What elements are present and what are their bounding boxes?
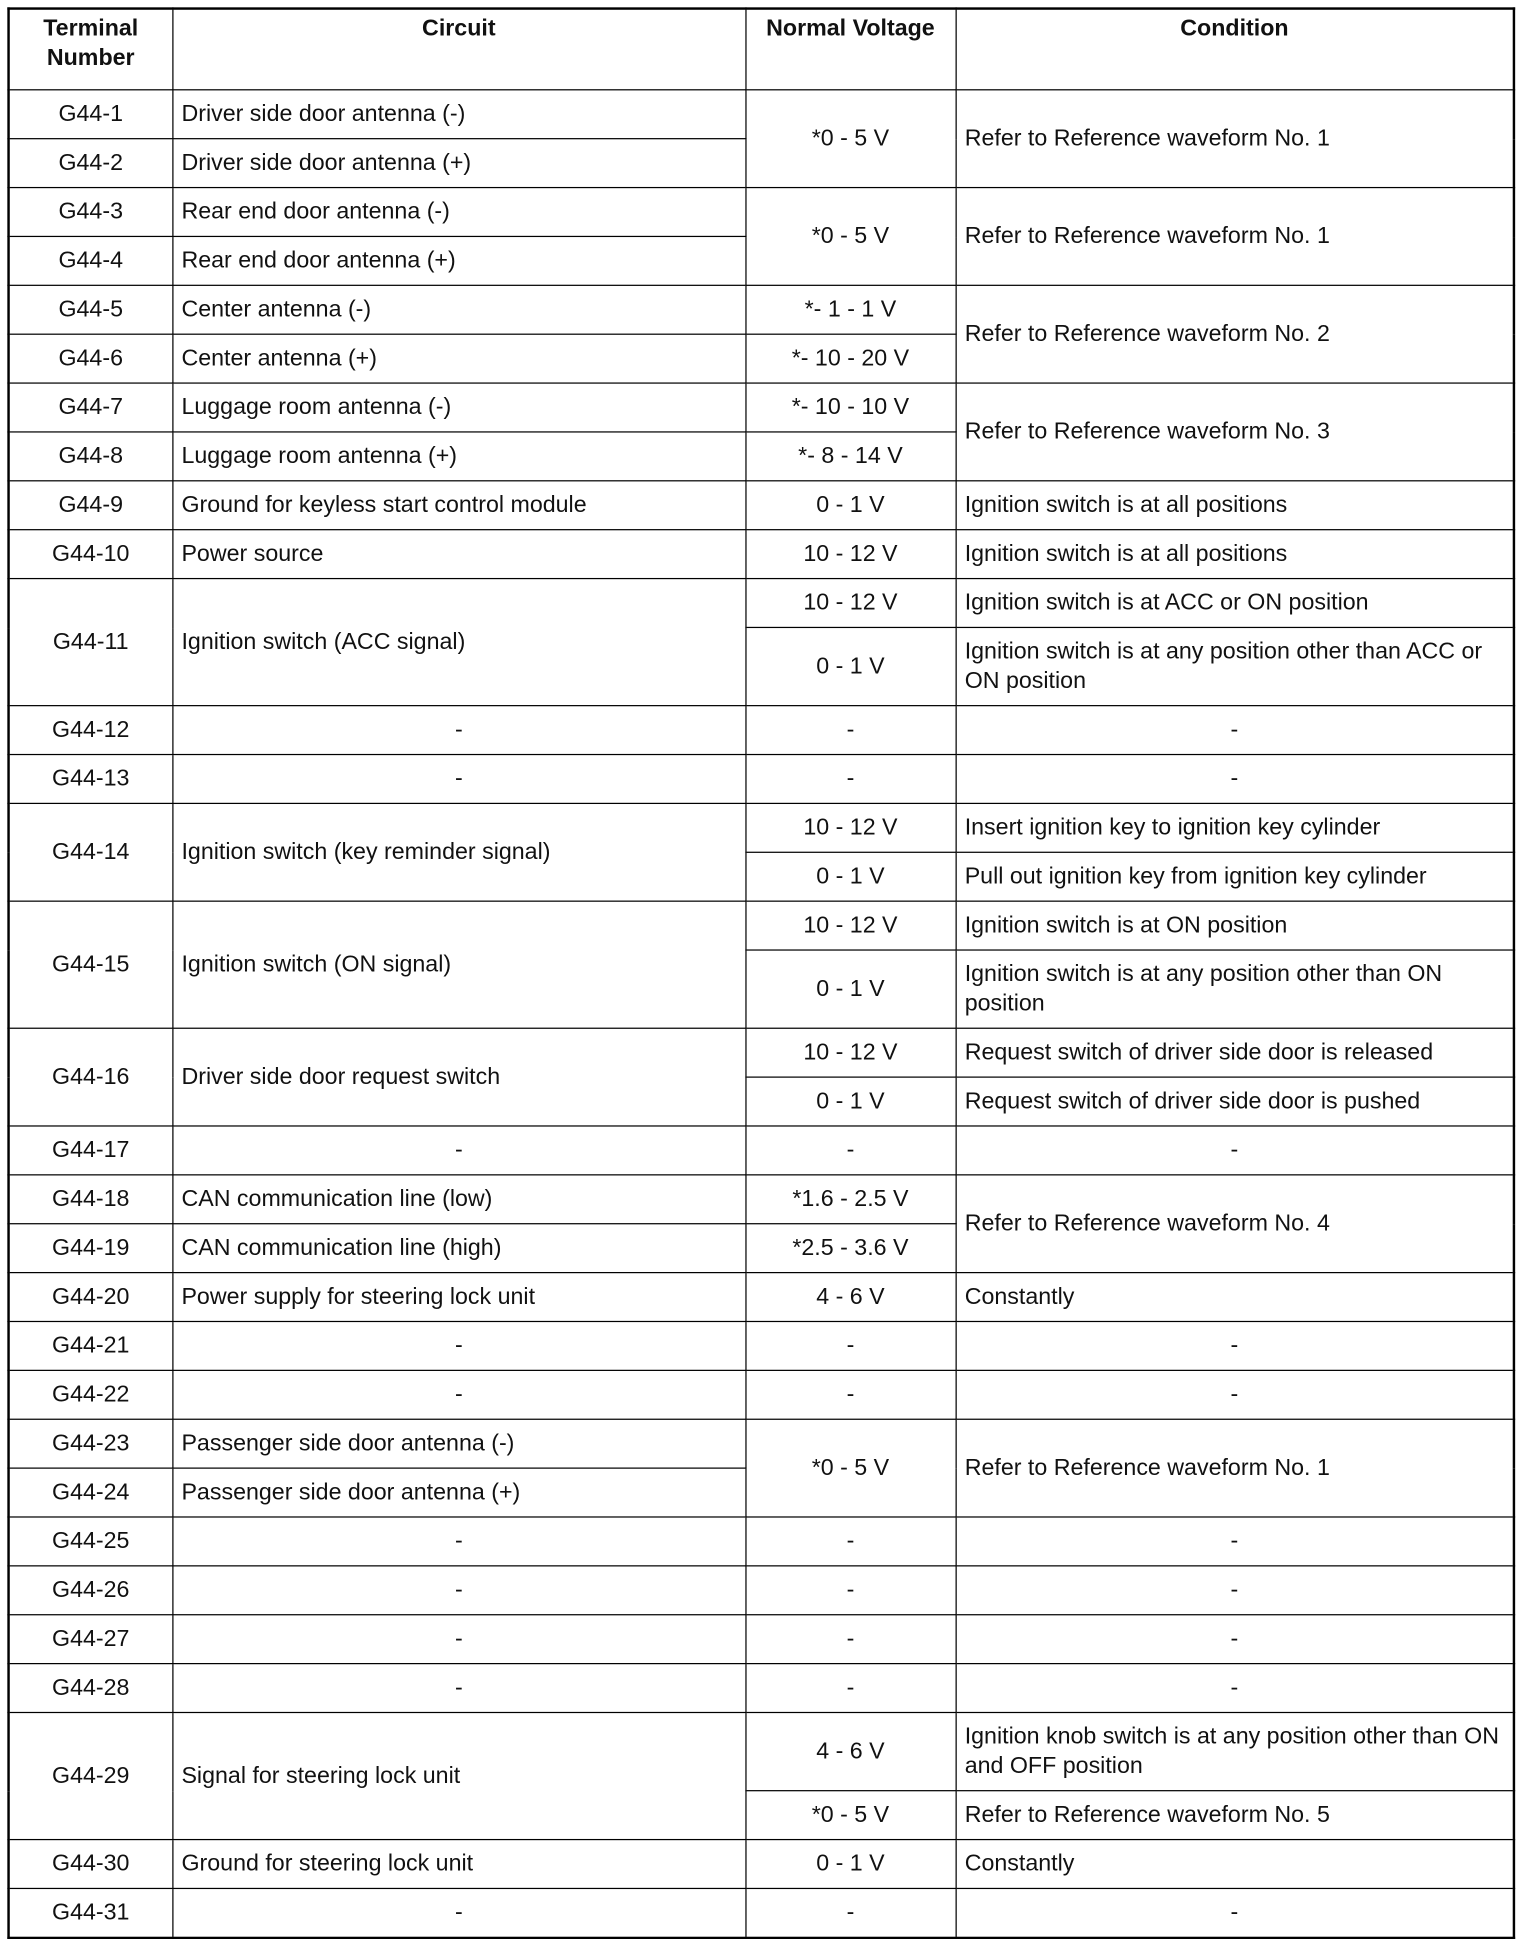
voltage-cell: - — [745, 1615, 955, 1664]
voltage-cell: *0 - 5 V — [745, 188, 955, 286]
table-row — [9, 1321, 1514, 1370]
voltage-cell: - — [745, 1126, 955, 1175]
terminal-cell: G44-25 — [9, 1517, 173, 1566]
terminal-cell: G44-22 — [9, 1370, 173, 1419]
condition-cell: Insert ignition key to ignition key cylinder — [956, 803, 1514, 852]
header-row — [9, 9, 1514, 90]
circuit-cell: Luggage room antenna (-) — [172, 383, 745, 432]
circuit-cell: Signal for steering lock unit — [172, 1712, 745, 1839]
circuit-cell: Ground for keyless start control module — [172, 481, 745, 530]
circuit-cell: - — [172, 1566, 745, 1615]
table-row — [9, 1517, 1514, 1566]
condition-cell: Refer to Reference waveform No. 5 — [956, 1791, 1514, 1840]
condition-cell: Pull out ignition key from ignition key cylinder — [956, 852, 1514, 901]
terminal-cell: G44-30 — [9, 1840, 173, 1889]
terminal-cell: G44-9 — [9, 481, 173, 530]
condition-cell: - — [956, 1566, 1514, 1615]
terminal-cell: G44-24 — [9, 1468, 173, 1517]
voltage-cell: *0 - 5 V — [745, 1419, 955, 1517]
table-row — [9, 1888, 1514, 1937]
condition-cell: Constantly — [956, 1273, 1514, 1322]
terminal-cell: G44-28 — [9, 1664, 173, 1713]
header-condition: Condition — [956, 9, 1514, 90]
circuit-cell: Driver side door antenna (-) — [172, 90, 745, 139]
condition-cell: - — [956, 1370, 1514, 1419]
table-row — [9, 530, 1514, 579]
condition-cell: - — [956, 1517, 1514, 1566]
terminal-cell: G44-1 — [9, 90, 173, 139]
voltage-cell: 10 - 12 V — [745, 579, 955, 628]
condition-cell: - — [956, 1321, 1514, 1370]
condition-cell: Refer to Reference waveform No. 1 — [956, 188, 1514, 286]
condition-cell: Refer to Reference waveform No. 2 — [956, 285, 1514, 383]
condition-cell: Ignition switch is at all positions — [956, 481, 1514, 530]
condition-cell: Refer to Reference waveform No. 1 — [956, 90, 1514, 188]
header-normal-voltage: Normal Voltage — [745, 9, 955, 90]
table-row — [9, 1273, 1514, 1322]
voltage-cell: 0 - 1 V — [745, 1840, 955, 1889]
condition-cell: Ignition switch is at any position other than ON position — [956, 950, 1514, 1028]
terminal-cell: G44-7 — [9, 383, 173, 432]
condition-cell: - — [956, 1888, 1514, 1937]
table-row — [9, 803, 1514, 852]
voltage-cell: 0 - 1 V — [745, 481, 955, 530]
terminal-cell: G44-3 — [9, 188, 173, 237]
condition-cell: Ignition switch is at any position other than ACC or ON position — [956, 627, 1514, 705]
condition-cell: Refer to Reference waveform No. 3 — [956, 383, 1514, 481]
table-row — [9, 188, 1514, 237]
table-row — [9, 1028, 1514, 1077]
table-row — [9, 1566, 1514, 1615]
table-row — [9, 1126, 1514, 1175]
circuit-cell: Rear end door antenna (-) — [172, 188, 745, 237]
voltage-cell: *- 10 - 10 V — [745, 383, 955, 432]
header-terminal-number: Terminal Number — [9, 9, 173, 90]
table-row — [9, 383, 1514, 432]
table-row — [9, 1712, 1514, 1790]
voltage-cell: *2.5 - 3.6 V — [745, 1224, 955, 1273]
voltage-cell: 10 - 12 V — [745, 530, 955, 579]
table-row — [9, 1664, 1514, 1713]
condition-cell: - — [956, 755, 1514, 804]
circuit-cell: Center antenna (+) — [172, 334, 745, 383]
condition-cell: Refer to Reference waveform No. 4 — [956, 1175, 1514, 1273]
terminal-cell: G44-11 — [9, 579, 173, 706]
table-row — [9, 285, 1514, 334]
condition-cell: Ignition switch is at ON position — [956, 901, 1514, 950]
voltage-cell: - — [745, 1370, 955, 1419]
voltage-cell: *- 10 - 20 V — [745, 334, 955, 383]
voltage-cell: *- 1 - 1 V — [745, 285, 955, 334]
circuit-cell: Ignition switch (ACC signal) — [172, 579, 745, 706]
voltage-cell: - — [745, 1888, 955, 1937]
table-row — [9, 1370, 1514, 1419]
circuit-cell: Ignition switch (ON signal) — [172, 901, 745, 1028]
voltage-cell: - — [745, 755, 955, 804]
terminal-cell: G44-12 — [9, 706, 173, 755]
circuit-cell: - — [172, 755, 745, 804]
condition-cell: - — [956, 706, 1514, 755]
terminal-cell: G44-6 — [9, 334, 173, 383]
terminal-cell: G44-17 — [9, 1126, 173, 1175]
condition-cell: Ignition switch is at all positions — [956, 530, 1514, 579]
circuit-cell: Passenger side door antenna (-) — [172, 1419, 745, 1468]
condition-cell: Constantly — [956, 1840, 1514, 1889]
terminal-cell: G44-5 — [9, 285, 173, 334]
voltage-cell: *- 8 - 14 V — [745, 432, 955, 481]
condition-cell: - — [956, 1126, 1514, 1175]
voltage-cell: 10 - 12 V — [745, 901, 955, 950]
terminal-cell: G44-16 — [9, 1028, 173, 1126]
circuit-cell: Driver side door request switch — [172, 1028, 745, 1126]
condition-cell: Ignition switch is at ACC or ON position — [956, 579, 1514, 628]
condition-cell: Refer to Reference waveform No. 1 — [956, 1419, 1514, 1517]
header-circuit: Circuit — [172, 9, 745, 90]
voltage-cell: 4 - 6 V — [745, 1712, 955, 1790]
condition-cell: Ignition knob switch is at any position other than ON and OFF position — [956, 1712, 1514, 1790]
terminal-cell: G44-23 — [9, 1419, 173, 1468]
terminal-voltage-table — [7, 7, 1515, 1939]
voltage-cell: - — [745, 706, 955, 755]
voltage-cell: 10 - 12 V — [745, 803, 955, 852]
terminal-cell: G44-19 — [9, 1224, 173, 1273]
circuit-cell: Ignition switch (key reminder signal) — [172, 803, 745, 901]
terminal-cell: G44-2 — [9, 139, 173, 188]
table-row — [9, 1615, 1514, 1664]
table-row — [9, 706, 1514, 755]
condition-cell: - — [956, 1615, 1514, 1664]
voltage-cell: *0 - 5 V — [745, 90, 955, 188]
condition-cell: Request switch of driver side door is pushed — [956, 1077, 1514, 1126]
terminal-cell: G44-13 — [9, 755, 173, 804]
voltage-cell: 0 - 1 V — [745, 950, 955, 1028]
circuit-cell: - — [172, 1517, 745, 1566]
circuit-cell: Driver side door antenna (+) — [172, 139, 745, 188]
circuit-cell: - — [172, 706, 745, 755]
voltage-cell: *1.6 - 2.5 V — [745, 1175, 955, 1224]
circuit-cell: Power source — [172, 530, 745, 579]
condition-cell: - — [956, 1664, 1514, 1713]
condition-cell: Request switch of driver side door is released — [956, 1028, 1514, 1077]
table-row — [9, 90, 1514, 139]
voltage-cell: 0 - 1 V — [745, 852, 955, 901]
table-row — [9, 579, 1514, 628]
terminal-cell: G44-26 — [9, 1566, 173, 1615]
terminal-cell: G44-8 — [9, 432, 173, 481]
circuit-cell: Center antenna (-) — [172, 285, 745, 334]
voltage-cell: 0 - 1 V — [745, 627, 955, 705]
terminal-cell: G44-31 — [9, 1888, 173, 1937]
table-row — [9, 1175, 1514, 1224]
circuit-cell: - — [172, 1321, 745, 1370]
table-row — [9, 1419, 1514, 1468]
terminal-cell: G44-29 — [9, 1712, 173, 1839]
terminal-cell: G44-21 — [9, 1321, 173, 1370]
circuit-cell: - — [172, 1126, 745, 1175]
table-row — [9, 1840, 1514, 1889]
circuit-cell: Luggage room antenna (+) — [172, 432, 745, 481]
circuit-cell: CAN communication line (low) — [172, 1175, 745, 1224]
voltage-cell: 4 - 6 V — [745, 1273, 955, 1322]
circuit-cell: - — [172, 1615, 745, 1664]
terminal-cell: G44-4 — [9, 236, 173, 285]
circuit-cell: - — [172, 1664, 745, 1713]
voltage-cell: - — [745, 1664, 955, 1713]
voltage-cell: 0 - 1 V — [745, 1077, 955, 1126]
circuit-cell: Power supply for steering lock unit — [172, 1273, 745, 1322]
terminal-cell: G44-15 — [9, 901, 173, 1028]
voltage-cell: - — [745, 1321, 955, 1370]
circuit-cell: - — [172, 1888, 745, 1937]
table-row — [9, 755, 1514, 804]
voltage-cell: 10 - 12 V — [745, 1028, 955, 1077]
voltage-cell: - — [745, 1517, 955, 1566]
circuit-cell: - — [172, 1370, 745, 1419]
terminal-cell: G44-20 — [9, 1273, 173, 1322]
terminal-cell: G44-14 — [9, 803, 173, 901]
circuit-cell: Passenger side door antenna (+) — [172, 1468, 745, 1517]
circuit-cell: Ground for steering lock unit — [172, 1840, 745, 1889]
voltage-cell: - — [745, 1566, 955, 1615]
circuit-cell: CAN communication line (high) — [172, 1224, 745, 1273]
table-row — [9, 481, 1514, 530]
terminal-cell: G44-18 — [9, 1175, 173, 1224]
table-row — [9, 901, 1514, 950]
circuit-cell: Rear end door antenna (+) — [172, 236, 745, 285]
voltage-cell: *0 - 5 V — [745, 1791, 955, 1840]
terminal-cell: G44-10 — [9, 530, 173, 579]
terminal-cell: G44-27 — [9, 1615, 173, 1664]
